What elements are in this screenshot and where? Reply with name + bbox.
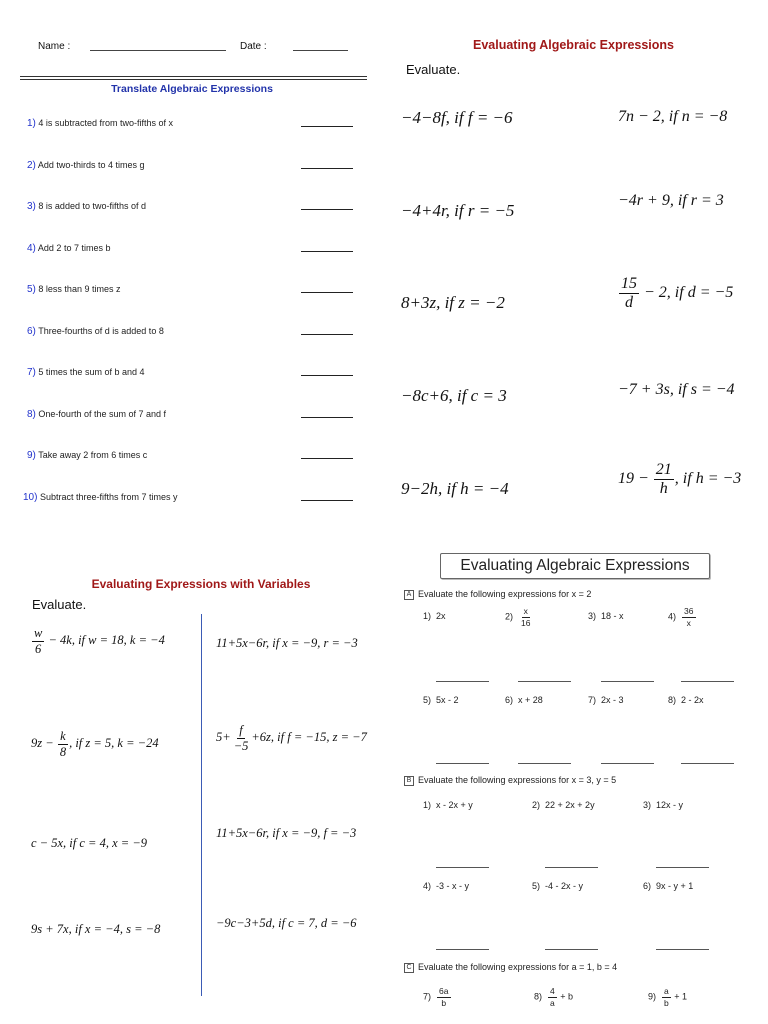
evaluate2-right-2-pre: 5+ [216, 729, 231, 744]
item-expression: x - 2x + y [436, 800, 473, 810]
evaluate3-title: Evaluating Algebraic Expressions [440, 553, 710, 579]
evaluate1-right-3-denominator: d [625, 294, 633, 311]
answer-line[interactable] [681, 763, 734, 764]
evaluate1-left-5: 9−2h, if h = −4 [401, 479, 509, 498]
secA-tag: A [404, 590, 414, 600]
evaluate1-right-5 [618, 462, 741, 497]
answer-line[interactable] [301, 292, 353, 293]
answer-line[interactable] [436, 681, 489, 682]
translate-item-number: 10) [23, 491, 38, 503]
translate-item-number: 2) [27, 159, 36, 171]
translate-item-text: 5 times the sum of b and 4 [38, 367, 145, 377]
evaluate1-right-2: −4r + 9, if r = 3 [618, 192, 724, 209]
translate-item-number: 4) [27, 242, 36, 254]
evaluate2-left-3: c − 5x, if c = 4, x = −9 [31, 836, 148, 850]
answer-line[interactable] [436, 867, 489, 868]
translate-item-text: One-fourth of the sum of 7 and f [38, 408, 166, 419]
evaluate2-left-2 [31, 730, 159, 758]
translate-item [27, 326, 164, 337]
evaluate1-left-3: 8+3z, if z = −2 [401, 293, 505, 312]
header-divider-top [20, 76, 367, 77]
evaluate1-right-5-pre: 19 − [618, 470, 653, 488]
item-numerator: 6a [439, 986, 449, 996]
secB-tag: B [404, 776, 414, 786]
secC-item [534, 987, 573, 1007]
evaluate2-right-2 [216, 724, 367, 752]
item-denominator: 16 [521, 617, 531, 628]
evaluate2-left-4: 9s + 7x, if x = −4, s = −8 [31, 922, 161, 936]
answer-line[interactable] [301, 209, 353, 210]
evaluate2-left-2-numerator: k [60, 729, 66, 743]
answer-line[interactable] [601, 763, 654, 764]
name-line[interactable] [90, 50, 226, 51]
translate-item-number: 3) [27, 201, 36, 212]
item-expression: 2x - 3 [601, 695, 624, 705]
secC-item [423, 987, 452, 1007]
secC-tag: C [404, 963, 414, 973]
translate-item [27, 450, 147, 461]
item-expression: -4 - 2x - y [545, 881, 584, 891]
item-number: 2) [505, 611, 514, 622]
evaluate2-right-2-rest: +6z, if f = −15, z = −7 [251, 729, 367, 744]
item-numerator: a [664, 986, 669, 996]
answer-line[interactable] [656, 949, 709, 950]
evaluate1-right-1: 7n − 2, if n = −8 [618, 108, 728, 125]
answer-line[interactable] [601, 681, 654, 682]
date-line[interactable] [293, 50, 348, 51]
evaluate1-right-5-numerator: 21 [655, 461, 672, 478]
translate-item [27, 160, 144, 171]
translate-item-text: Take away 2 from 6 times c [38, 450, 148, 460]
item-expression: -3 - x - y [436, 881, 470, 891]
answer-line[interactable] [301, 251, 353, 252]
answer-line[interactable] [436, 949, 489, 950]
secA-instruction-text: Evaluate the following expressions for x = 2 [418, 589, 592, 599]
secA-item [423, 611, 446, 621]
evaluate3-secA-instruction [404, 589, 591, 600]
item-numerator: 36 [684, 606, 694, 616]
secB-item [643, 881, 693, 891]
secA-item [588, 695, 624, 705]
secB-item [532, 881, 583, 891]
answer-line[interactable] [545, 949, 598, 950]
secB-item [423, 800, 473, 810]
item-number: 9) [648, 991, 657, 1002]
secB-item [532, 800, 595, 810]
translate-item-number: 5) [27, 284, 36, 295]
evaluate2-left-2-pre: 9z − [31, 735, 57, 750]
evaluate2-right-2-denominator: −5 [233, 738, 249, 753]
secB-item [423, 881, 469, 891]
evaluate2-left-2-rest: , if z = 5, k = −24 [69, 735, 159, 750]
item-number: 8) [668, 695, 677, 705]
evaluate1-title: Evaluating Algebraic Expressions [473, 38, 674, 52]
evaluate1-right-5-rest: , if h = −3 [674, 470, 742, 488]
item-expression: 22 + 2x + 2y [545, 800, 595, 810]
translate-item-text: 8 is added to two-fifths of d [38, 201, 146, 211]
answer-line[interactable] [545, 867, 598, 868]
secA-item [423, 695, 459, 705]
item-rest: + 1 [671, 991, 688, 1002]
evaluate3-secC-instruction [404, 962, 617, 973]
evaluate3-secB-instruction [404, 775, 616, 786]
evaluate1-instruction: Evaluate. [406, 62, 461, 77]
translate-item-text: Subtract three-fifths from 7 times y [39, 491, 178, 502]
secA-item [505, 607, 534, 627]
answer-line[interactable] [301, 375, 353, 376]
evaluate1-right-5-denominator: h [659, 480, 668, 497]
item-number: 5) [423, 695, 432, 705]
evaluate1-left-4: −8c+6, if c = 3 [401, 386, 507, 405]
translate-item-text: Add two-thirds to 4 times g [37, 159, 145, 170]
evaluate2-left-1 [31, 627, 165, 655]
item-number: 7) [588, 695, 597, 705]
item-number: 8) [534, 991, 543, 1002]
item-number: 4) [423, 881, 432, 891]
item-expression: 9x - y + 1 [656, 881, 694, 891]
item-rest: + b [557, 991, 574, 1002]
answer-line[interactable] [301, 500, 353, 501]
evaluate1-right-3-numerator: 15 [621, 275, 637, 292]
column-divider [201, 614, 202, 996]
answer-line[interactable] [518, 763, 571, 764]
answer-line[interactable] [656, 867, 709, 868]
item-expression: 12x - y [656, 800, 684, 810]
translate-item-number: 9) [27, 450, 36, 461]
translate-item [23, 492, 178, 503]
translate-item [27, 201, 146, 212]
evaluate2-right-2-numerator: f [239, 723, 243, 737]
evaluate2-right-1: 11+5x−6r, if x = −9, r = −3 [216, 636, 358, 650]
name-label: Name : [38, 41, 71, 52]
evaluate2-title: Evaluating Expressions with Variables [91, 577, 311, 591]
evaluate2-right-4: −9c−3+5d, if c = 7, d = −6 [216, 916, 357, 930]
secC-item [648, 987, 687, 1007]
secB-item [643, 800, 683, 810]
item-numerator: x [523, 606, 528, 616]
item-denominator: a [550, 997, 555, 1008]
item-number: 7) [423, 991, 432, 1002]
item-number: 6) [643, 881, 652, 891]
header-divider-bottom [20, 79, 367, 80]
answer-line[interactable] [301, 168, 353, 169]
answer-line[interactable] [681, 681, 734, 682]
item-number: 1) [423, 800, 432, 810]
translate-item-text: 4 is subtracted from two-fifths of x [38, 118, 173, 128]
translate-item-number: 1) [27, 118, 36, 129]
translate-item [27, 118, 173, 129]
answer-line[interactable] [301, 334, 353, 335]
evaluate2-right-3: 11+5x−6r, if x = −9, f = −3 [216, 826, 357, 840]
translate-item [27, 284, 120, 295]
item-number: 2) [532, 800, 541, 810]
item-denominator: b [441, 997, 447, 1008]
evaluate1-right-4: −7 + 3s, if s = −4 [618, 381, 735, 398]
evaluate1-left-1: −4−8f, if f = −6 [401, 108, 513, 127]
answer-line[interactable] [301, 126, 353, 127]
translate-item-text: Three-fourths of d is added to 8 [38, 325, 164, 336]
translate-item-number: 6) [27, 325, 36, 337]
item-number: 3) [643, 800, 652, 810]
secA-item [505, 695, 543, 705]
item-number: 4) [668, 611, 677, 622]
item-numerator: 4 [550, 986, 555, 996]
secA-item [588, 611, 624, 621]
evaluate2-left-1-numerator: w [34, 626, 43, 640]
item-expression: 18 - x [601, 611, 624, 621]
item-denominator: b [664, 997, 669, 1008]
item-number: 1) [423, 611, 432, 621]
answer-line[interactable] [518, 681, 571, 682]
translate-item [27, 243, 110, 254]
evaluate1-right-3-rest: − 2, if d = −5 [640, 284, 734, 302]
translate-item-text: Add 2 to 7 times b [37, 242, 111, 253]
item-expression: x + 28 [518, 695, 543, 705]
translate-item-number: 8) [27, 408, 36, 420]
secB-instruction-text: Evaluate the following expressions for x = 3, y = 5 [418, 775, 617, 785]
translate-item-text: 8 less than 9 times z [38, 284, 121, 294]
item-expression: 2 - 2x [681, 695, 704, 705]
translate-item [27, 409, 166, 420]
secC-instruction-text: Evaluate the following expressions for a = 1, b = 4 [418, 962, 618, 972]
answer-line[interactable] [301, 458, 353, 459]
item-number: 3) [588, 611, 597, 621]
evaluate2-left-2-denominator: 8 [59, 744, 67, 759]
item-expression: 5x - 2 [436, 695, 459, 705]
secA-item [668, 695, 704, 705]
evaluate2-left-1-rest: − 4k, if w = 18, k = −4 [45, 632, 165, 647]
item-number: 6) [505, 695, 514, 705]
translate-item [27, 367, 144, 378]
evaluate2-instruction: Evaluate. [32, 597, 87, 612]
answer-line[interactable] [436, 763, 489, 764]
translate-item-number: 7) [27, 367, 36, 378]
date-label: Date : [240, 41, 267, 52]
evaluate2-left-1-denominator: 6 [35, 641, 42, 656]
item-number: 5) [532, 881, 541, 891]
evaluate1-right-3 [618, 276, 733, 311]
secA-item [668, 607, 697, 627]
answer-line[interactable] [301, 417, 353, 418]
item-expression: 2x [436, 611, 446, 621]
translate-title: Translate Algebraic Expressions [111, 83, 273, 95]
item-denominator: x [686, 617, 691, 628]
evaluate1-left-2: −4+4r, if r = −5 [401, 201, 515, 220]
